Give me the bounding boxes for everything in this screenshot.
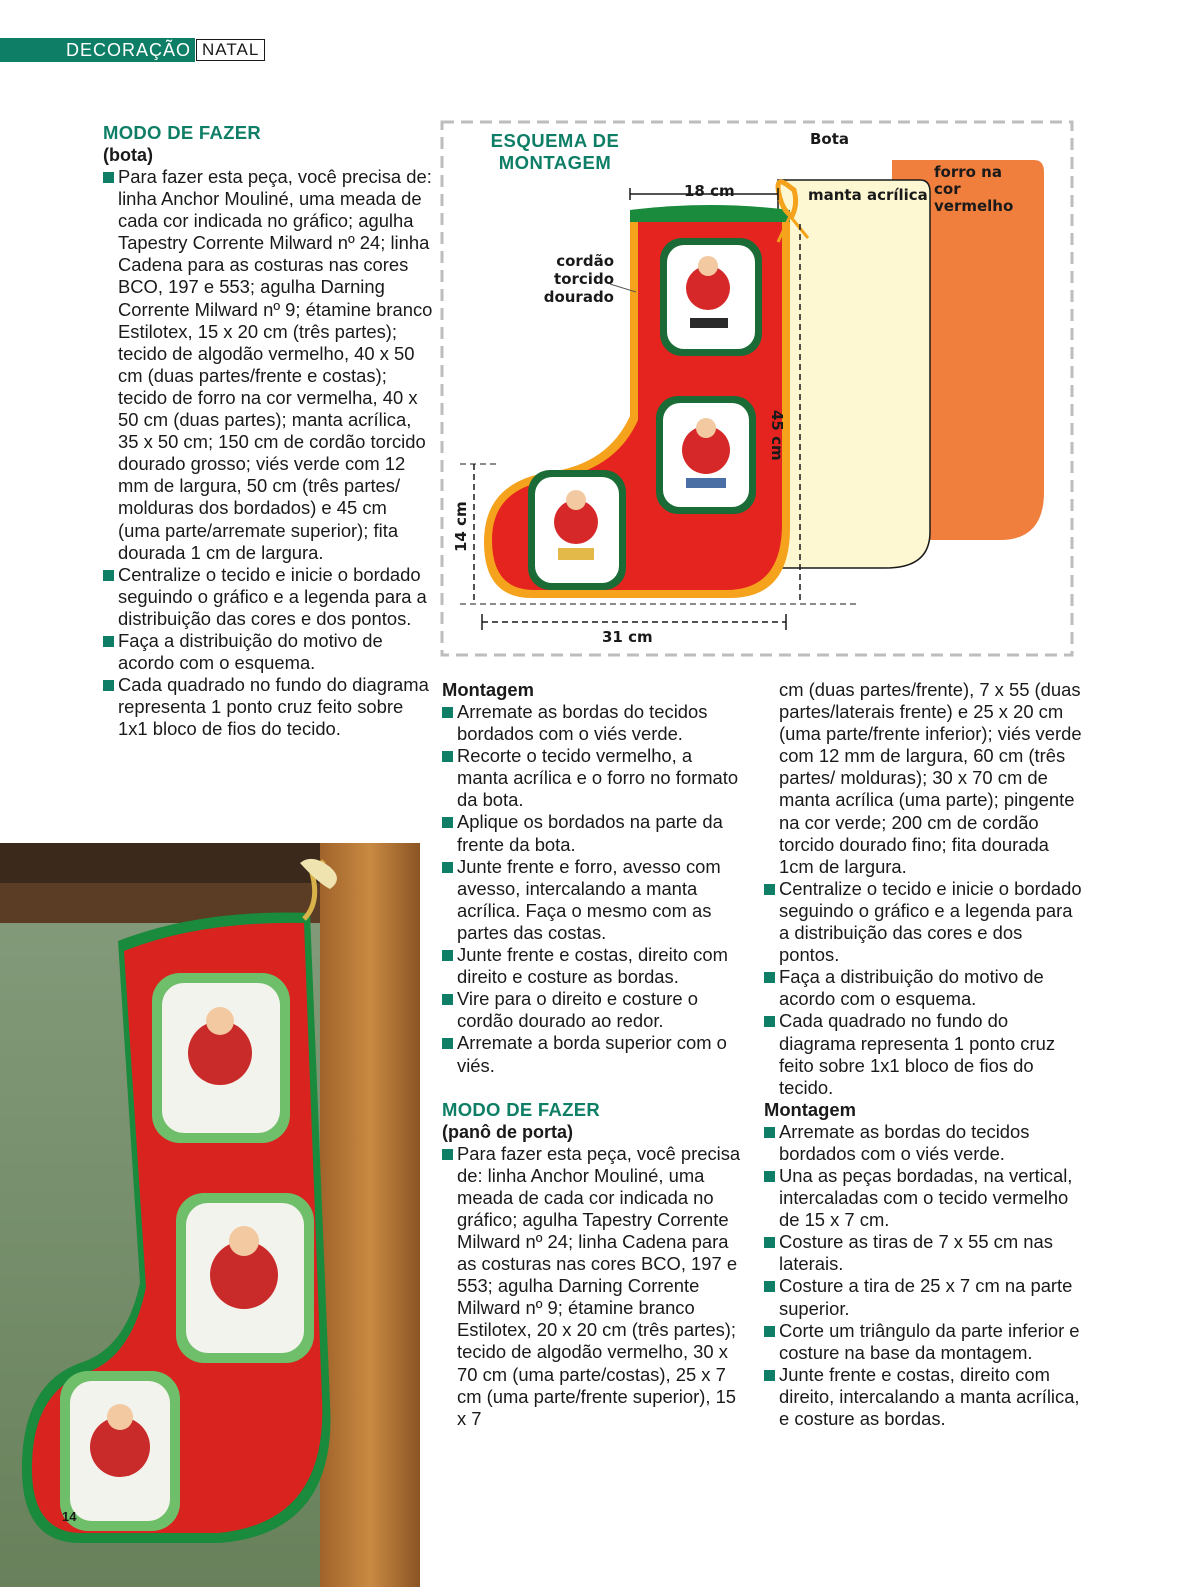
- pano-assembly-steps: [764, 1121, 1082, 1430]
- section-label: DECORAÇÃO: [62, 38, 195, 62]
- pano-materials: [442, 1143, 747, 1430]
- list-item: Centralize o tecido e inicie o bordado seguindo o gráfico e a legenda para a distribuição das cores e dos pontos.: [764, 878, 1082, 966]
- list-item: Arremate as bordas do tecidos bordados com o viés verde.: [764, 1121, 1082, 1165]
- list-item: Una as peças bordadas, na vertical, intercaladas com o tecido vermelho de 15 x 7 cm.: [764, 1165, 1082, 1231]
- label-dim-width: 31 cm: [602, 628, 653, 646]
- label-cord: cordão torcido dourado: [543, 252, 614, 306]
- bota-instructions: [103, 122, 433, 740]
- label-batting: manta acrílica: [808, 186, 928, 204]
- list-item: Para fazer esta peça, você precisa de: linha Anchor Mouliné, uma meada de cada cor indicada no gráfico; agulha Tapestry Corrente Milward nº 24; linha Cadena para as costuras nas cores BCO, 197 e 553; agulha Darning Corrente Milward nº 9; étamine branco Estilotex, 15 x 20 cm (três partes); tecido de algodão vermelho, 40 x 50 cm (duas partes/frente e costas); tecido de forro na cor vermelha, 40 x 50 cm (duas partes); manta acrílica, 35 x 50 cm; 150 cm de cordão torcido dourado grosso; viés verde com 12 mm de largura, 50 cm (três partes/ molduras dos bordados) e 45 cm (uma parte/arremate superior); fita dourada 1 cm de largura.: [103, 166, 433, 564]
- list-item: Arremate as bordas do tecidos bordados com o viés verde.: [442, 701, 747, 745]
- page-number: 14: [62, 1509, 77, 1524]
- list-item: Junte frente e costas, direito com direito, intercalando a manta acrílica, e costure as bordas.: [764, 1364, 1082, 1430]
- list-item: Costure as tiras de 7 x 55 cm nas laterais.: [764, 1231, 1082, 1275]
- stocking-top-trim: [630, 205, 790, 222]
- list-item: Vire para o direito e costure o cordão dourado ao redor.: [442, 988, 747, 1032]
- header-color-bar: [0, 38, 62, 62]
- batting-shape: [778, 180, 930, 568]
- list-item: Cada quadrado no fundo do diagrama representa 1 ponto cruz feito sobre 1x1 bloco de fios do tecido.: [764, 1010, 1082, 1098]
- pano-title: MODO DE FAZER: [442, 1098, 601, 1120]
- list-item: Aplique os bordados na parte da frente da bota.: [442, 811, 747, 855]
- right-column: [764, 679, 1082, 1430]
- bota-assembly-steps: [442, 701, 747, 1077]
- list-item: Arremate a borda superior com o viés.: [442, 1032, 747, 1076]
- assembly-diagram: [440, 120, 1074, 657]
- label-bota: Bota: [810, 130, 850, 148]
- label-lining: forro na cor vermelho: [934, 163, 1014, 215]
- bota-title: MODO DE FAZER: [103, 122, 262, 143]
- list-item: Junte frente e costas, direito com direito e costure as bordas.: [442, 944, 747, 988]
- topic-label: NATAL: [196, 39, 265, 61]
- list-item: Junte frente e forro, avesso com avesso, intercalando a manta acrílica. Faça o mesmo com as partes das costas.: [442, 856, 747, 944]
- middle-column: [442, 679, 747, 1430]
- list-item: Faça a distribuição do motivo de acordo com o esquema.: [764, 966, 1082, 1010]
- diagram-title: ESQUEMA DE MONTAGEM: [490, 130, 620, 173]
- list-item: Recorte o tecido vermelho, a manta acrílica e o forro no formato da bota.: [442, 745, 747, 811]
- list-item: Centralize o tecido e inicie o bordado seguindo o gráfico e a legenda para a distribuição das cores e dos pontos.: [103, 564, 433, 630]
- photo-drawing: [0, 843, 420, 1587]
- wooden-post: [320, 843, 420, 1587]
- pano-subtitle: (panô de porta): [442, 1121, 573, 1142]
- label-dim-top: 18 cm: [684, 182, 735, 200]
- bota-subtitle: (bota): [103, 145, 153, 165]
- list-item: Costure a tira de 25 x 7 cm na parte superior.: [764, 1275, 1082, 1319]
- pano-steps: [764, 878, 1082, 1099]
- stocking-photo: [0, 843, 420, 1587]
- bota-steps: [103, 166, 433, 740]
- list-item: Faça a distribuição do motivo de acordo com o esquema.: [103, 630, 433, 674]
- list-item: Cada quadrado no fundo do diagrama representa 1 ponto cruz feito sobre 1x1 bloco de fios do tecido.: [103, 674, 433, 740]
- bota-assembly-title: Montagem: [442, 679, 534, 700]
- label-dim-toe: 14 cm: [452, 501, 470, 552]
- list-item: Corte um triângulo da parte inferior e costure na base da montagem.: [764, 1320, 1082, 1364]
- pano-materials-continued: cm (duas partes/frente), 7 x 55 (duas partes/laterais frente) e 25 x 20 cm (uma parte/frente inferior); viés verde com 12 mm de largura, 60 cm (três partes/ molduras); 30 x 70 cm de manta acrílica (uma parte); pingente na cor verde; 200 cm de cordão torcido dourado fino; fita dourada 1cm de largura.: [779, 679, 1082, 877]
- list-item: Para fazer esta peça, você precisa de: linha Anchor Mouliné, uma meada de cada cor indicada no gráfico; agulha Tapestry Corrente Milward nº 24; linha Cadena para as costuras nas cores BCO, 197 e 553; agulha Darning Corrente Milward nº 9; étamine branco Estilotex, 20 x 20 cm (três partes); tecido de algodão vermelho, 30 x 70 cm (uma parte/costas), 25 x 7 cm (uma parte/frente superior), 15 x 7: [442, 1143, 747, 1430]
- pano-assembly-title: Montagem: [764, 1098, 856, 1120]
- label-dim-height: 45 cm: [768, 410, 786, 461]
